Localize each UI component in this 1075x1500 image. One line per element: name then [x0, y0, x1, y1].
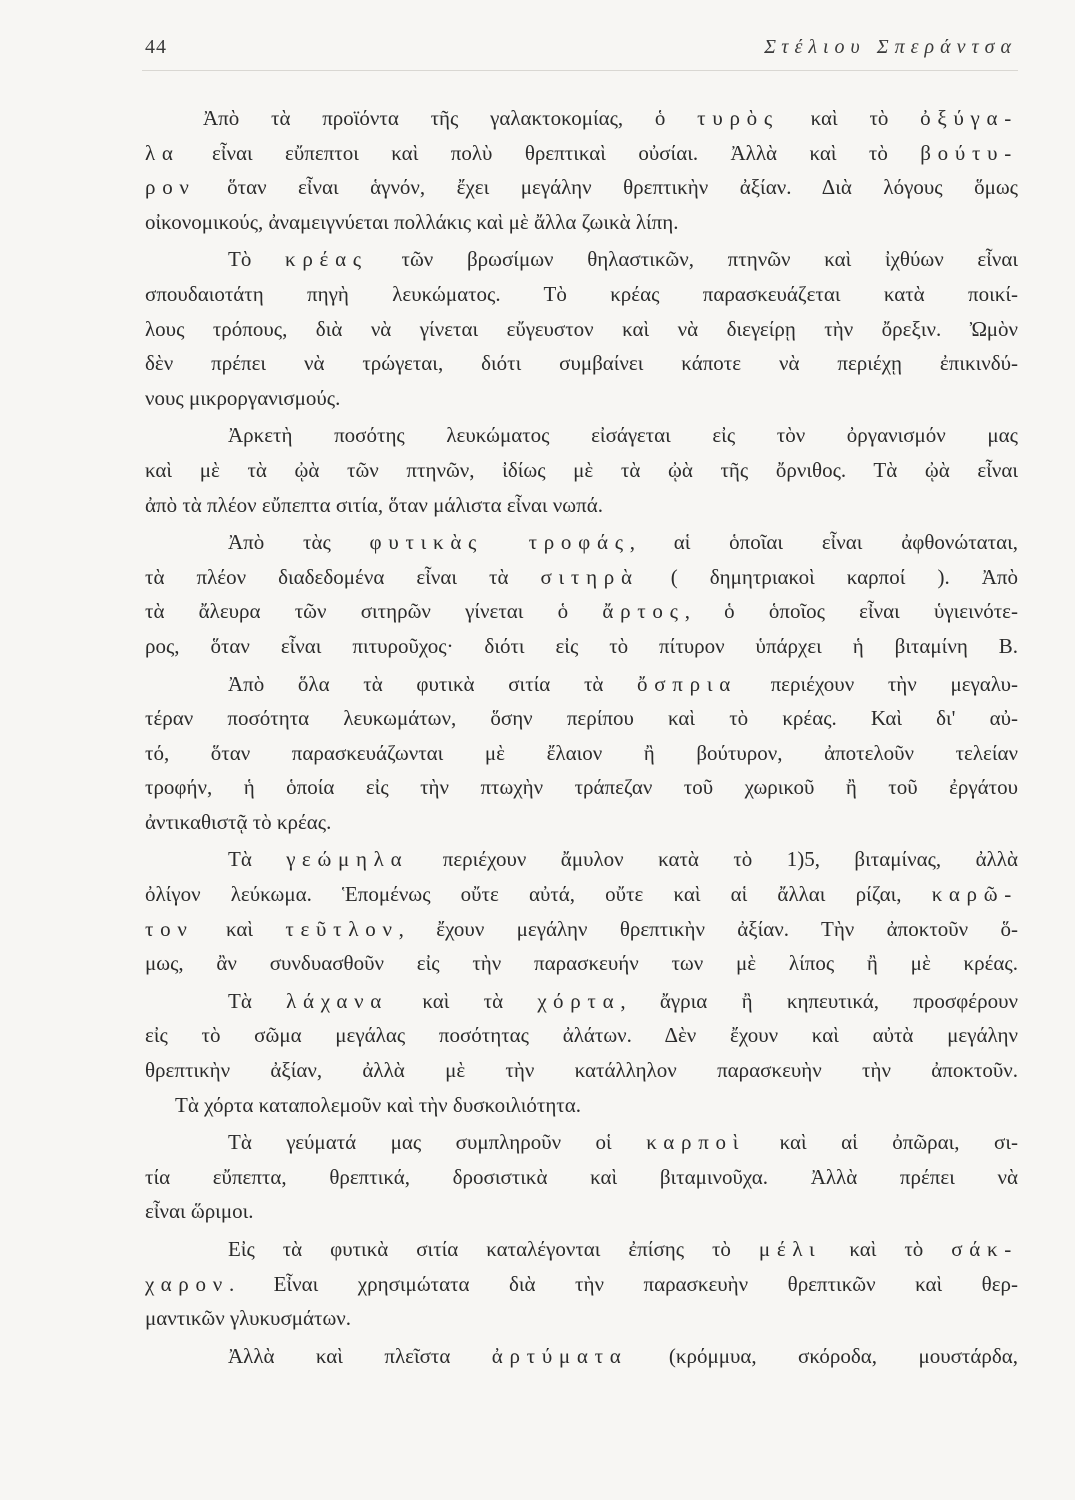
text-line: τὰ πλέον διαδεδομένα εἶναι τὰ σιτηρὰ ( δημητριακοὶ καρποί ). Ἀπὸ — [145, 564, 1018, 589]
spaced-emphasis: βούτυ- — [920, 140, 1018, 165]
text-line: εἶναι ὥριμοι. — [145, 1199, 254, 1224]
text-line: σπουδαιοτάτη πηγὴ λευκώματος. Τὸ κρέας παρασκευάζεται κατὰ ποικί- — [145, 281, 1018, 306]
text-line: νους μικροργανισμούς. — [145, 385, 341, 410]
paragraph — [145, 1088, 1018, 1123]
text-line: τροφήν, ἡ ὁποία εἰς τὴν πτωχὴν τράπεζαν τοῦ χωρικοῦ ἢ τοῦ ἐργάτου — [145, 775, 1018, 800]
spaced-emphasis: μέλι — [758, 1237, 822, 1261]
spaced-emphasis: χαρον — [145, 1271, 229, 1296]
spaced-emphasis: λα — [145, 140, 180, 165]
text-line: Τὸ κρέας τῶν βρωσίμων θηλαστικῶν, πτηνῶν καὶ ἰχθύων εἶναι — [228, 247, 1019, 272]
paragraph — [145, 842, 1018, 980]
page-header — [145, 32, 1017, 62]
spaced-emphasis: σάκ- — [951, 1237, 1018, 1261]
text-line: μως, ἂν συνδυασθοῦν εἰς τὴν παρασκευήν των μὲ λίπος ἢ μὲ κρέας. — [145, 951, 1018, 976]
text-line: Ἀπὸ τὰ προϊόντα τῆς γαλακτοκομίας, ὁ τυρὸς καὶ τὸ ὀξύγα- — [203, 106, 1018, 130]
text-line: τον καὶ τεῦτλον, ἔχουν μεγάλην θρεπτικὴν ἀξίαν. Τὴν ἀποκτοῦν ὅ- — [145, 916, 1018, 941]
text-line: λα εἶναι εὔπεπτοι καὶ πολὺ θρεπτικαὶ οὐσίαι. Ἀλλὰ καὶ τὸ βούτυ- — [145, 140, 1018, 165]
paragraph — [145, 1125, 1018, 1229]
text-line: θρεπτικὴν ἀξίαν, ἀλλὰ μὲ τὴν κατάλληλον παρασκευὴν τὴν ἀποκτοῦν. — [145, 1058, 1018, 1083]
text-line: Τὰ γεώμηλα περιέχουν ἄμυλον κατὰ τὸ 1)5, βιταμίνας, ἀλλὰ — [228, 847, 1018, 872]
paragraph — [145, 525, 1018, 663]
text-line: χαρον. Εἶναι χρησιμώτατα διὰ τὴν παρασκευὴν θρεπτικῶν καὶ θερ- — [145, 1271, 1018, 1296]
text-line: ἀπὸ τὰ πλέον εὔπεπτα σιτία, ὅταν μάλιστα εἶναι νωπά. — [145, 492, 603, 517]
text-line: ὀλίγον λεύκωμα. Ἑπομένως οὔτε αὐτά, οὔτε καὶ αἱ ἄλλαι ρίζαι, καρῶ- — [145, 882, 1018, 907]
running-title: Στέλιου Σπεράντσα — [764, 35, 1017, 58]
spaced-emphasis: κρέας — [285, 247, 368, 272]
spaced-emphasis: καρποὶ — [646, 1130, 746, 1155]
body-text — [145, 101, 1018, 1373]
text-line: τέραν ποσότητα λευκωμάτων, ὅσην περίπου καὶ τὸ κρέας. Καὶ δι' αὐ- — [145, 706, 1018, 731]
text-line: τὰ ἄλευρα τῶν σιτηρῶν γίνεται ὁ ἄρτος, ὁ ὁποῖος εἶναι ὑγιεινότε- — [145, 599, 1018, 624]
paragraph — [145, 101, 1018, 239]
spaced-emphasis: ρον — [145, 175, 196, 200]
text-line: οἰκονομικούς, ἀναμειγνύεται πολλάκις καὶ μὲ ἄλλα ζωικὰ λίπη. — [145, 209, 679, 234]
text-line: Ἀπὸ ὅλα τὰ φυτικὰ σιτία τὰ ὄσπρια περιέχουν τὴν μεγαλυ- — [228, 671, 1018, 696]
text-line: Ἀλλὰ καὶ πλεῖστα ἀρτύματα (κρόμμυα, σκόροδα, μουστάρδα, — [228, 1343, 1018, 1368]
spaced-emphasis: φυτικὰς τροφάς — [369, 530, 630, 555]
text-line: Τὰ λάχανα καὶ τὰ χόρτα, ἄγρια ἢ κηπευτικά, προσφέρουν — [228, 988, 1018, 1013]
paragraph — [145, 1339, 1018, 1374]
paragraph — [145, 667, 1018, 840]
spaced-emphasis: ἀρτύματα — [491, 1343, 628, 1368]
spaced-emphasis: σιτηρὰ — [540, 564, 639, 589]
header-rule — [142, 70, 1018, 71]
text-line: δὲν πρέπει νὰ τρώγεται, διότι συμβαίνει κάποτε νὰ περιέχῃ ἐπικινδύ- — [145, 351, 1018, 376]
spaced-emphasis: τον — [145, 916, 194, 941]
page-number: 44 — [145, 35, 167, 58]
text-line: ρον ὅταν εἶναι ἁγνόν, ἔχει μεγάλην θρεπτικὴν ἀξίαν. Διὰ λόγους ὅμως — [145, 175, 1018, 200]
text-line: μαντικῶν γλυκυσμάτων. — [145, 1306, 352, 1331]
paragraph — [145, 242, 1018, 415]
spaced-emphasis: τεῦτλον — [285, 916, 399, 941]
text-line: Τὰ γεύματά μας συμπληροῦν οἱ καρποὶ καὶ αἱ ὀπῶραι, σι- — [228, 1130, 1018, 1155]
text-line: Τὰ χόρτα καταπολεμοῦν καὶ τὴν δυσκοιλιότητα. — [175, 1092, 581, 1117]
spaced-emphasis: καρῶ- — [931, 882, 1018, 907]
text-line: Ἀρκετὴ ποσότης λευκώματος εἰσάγεται εἰς τὸν ὀργανισμόν μας — [228, 423, 1018, 448]
spaced-emphasis: χόρτα — [537, 988, 621, 1013]
text-line: Εἰς τὰ φυτικὰ σιτία καταλέγονται ἐπίσης τὸ μέλι καὶ τὸ σάκ- — [228, 1237, 1018, 1261]
text-line: ρος, ὅταν εἶναι πιτυροῦχος· διότι εἰς τὸ πίτυρον ὑπάρχει ἡ βιταμίνη Β. — [145, 633, 1018, 658]
text-line: καὶ μὲ τὰ ᾠὰ τῶν πτηνῶν, ἰδίως μὲ τὰ ᾠὰ τῆς ὄρνιθος. Τὰ ᾠὰ εἶναι — [145, 457, 1018, 482]
spaced-emphasis: γεώμηλα — [286, 847, 409, 872]
spaced-emphasis: λάχανα — [286, 988, 389, 1013]
paragraph — [145, 1232, 1018, 1336]
text-line: εἰς τὸ σῶμα μεγάλας ποσότητας ἀλάτων. Δὲν ἔχουν καὶ αὐτὰ μεγάλην — [145, 1023, 1018, 1048]
text-line: λους τρόπους, διὰ νὰ γίνεται εὔγευστον καὶ νὰ διεγείρῃ τὴν ὄρεξιν. Ὠμὸν — [145, 316, 1018, 341]
spaced-emphasis: ἄρτος — [602, 599, 685, 624]
text-line: ἀντικαθιστᾷ τὸ κρέας. — [145, 809, 332, 834]
paragraph — [145, 418, 1018, 522]
spaced-emphasis: ὄσπρια — [637, 671, 737, 696]
text-line: τία εὔπεπτα, θρεπτικά, δροσιστικὰ καὶ βιταμινοῦχα. Ἀλλὰ πρέπει νὰ — [145, 1164, 1018, 1189]
paragraph — [145, 984, 1018, 1088]
text-line: τό, ὅταν παρασκευάζωνται μὲ ἔλαιον ἢ βούτυρον, ἀποτελοῦν τελείαν — [145, 740, 1018, 765]
spaced-emphasis: τυρὸς — [697, 106, 779, 130]
text-line: Ἀπὸ τὰς φυτικὰς τροφάς, αἱ ὁποῖαι εἶναι ἀφθονώταται, — [228, 530, 1018, 555]
spaced-emphasis: ὀξύγα- — [920, 106, 1018, 130]
